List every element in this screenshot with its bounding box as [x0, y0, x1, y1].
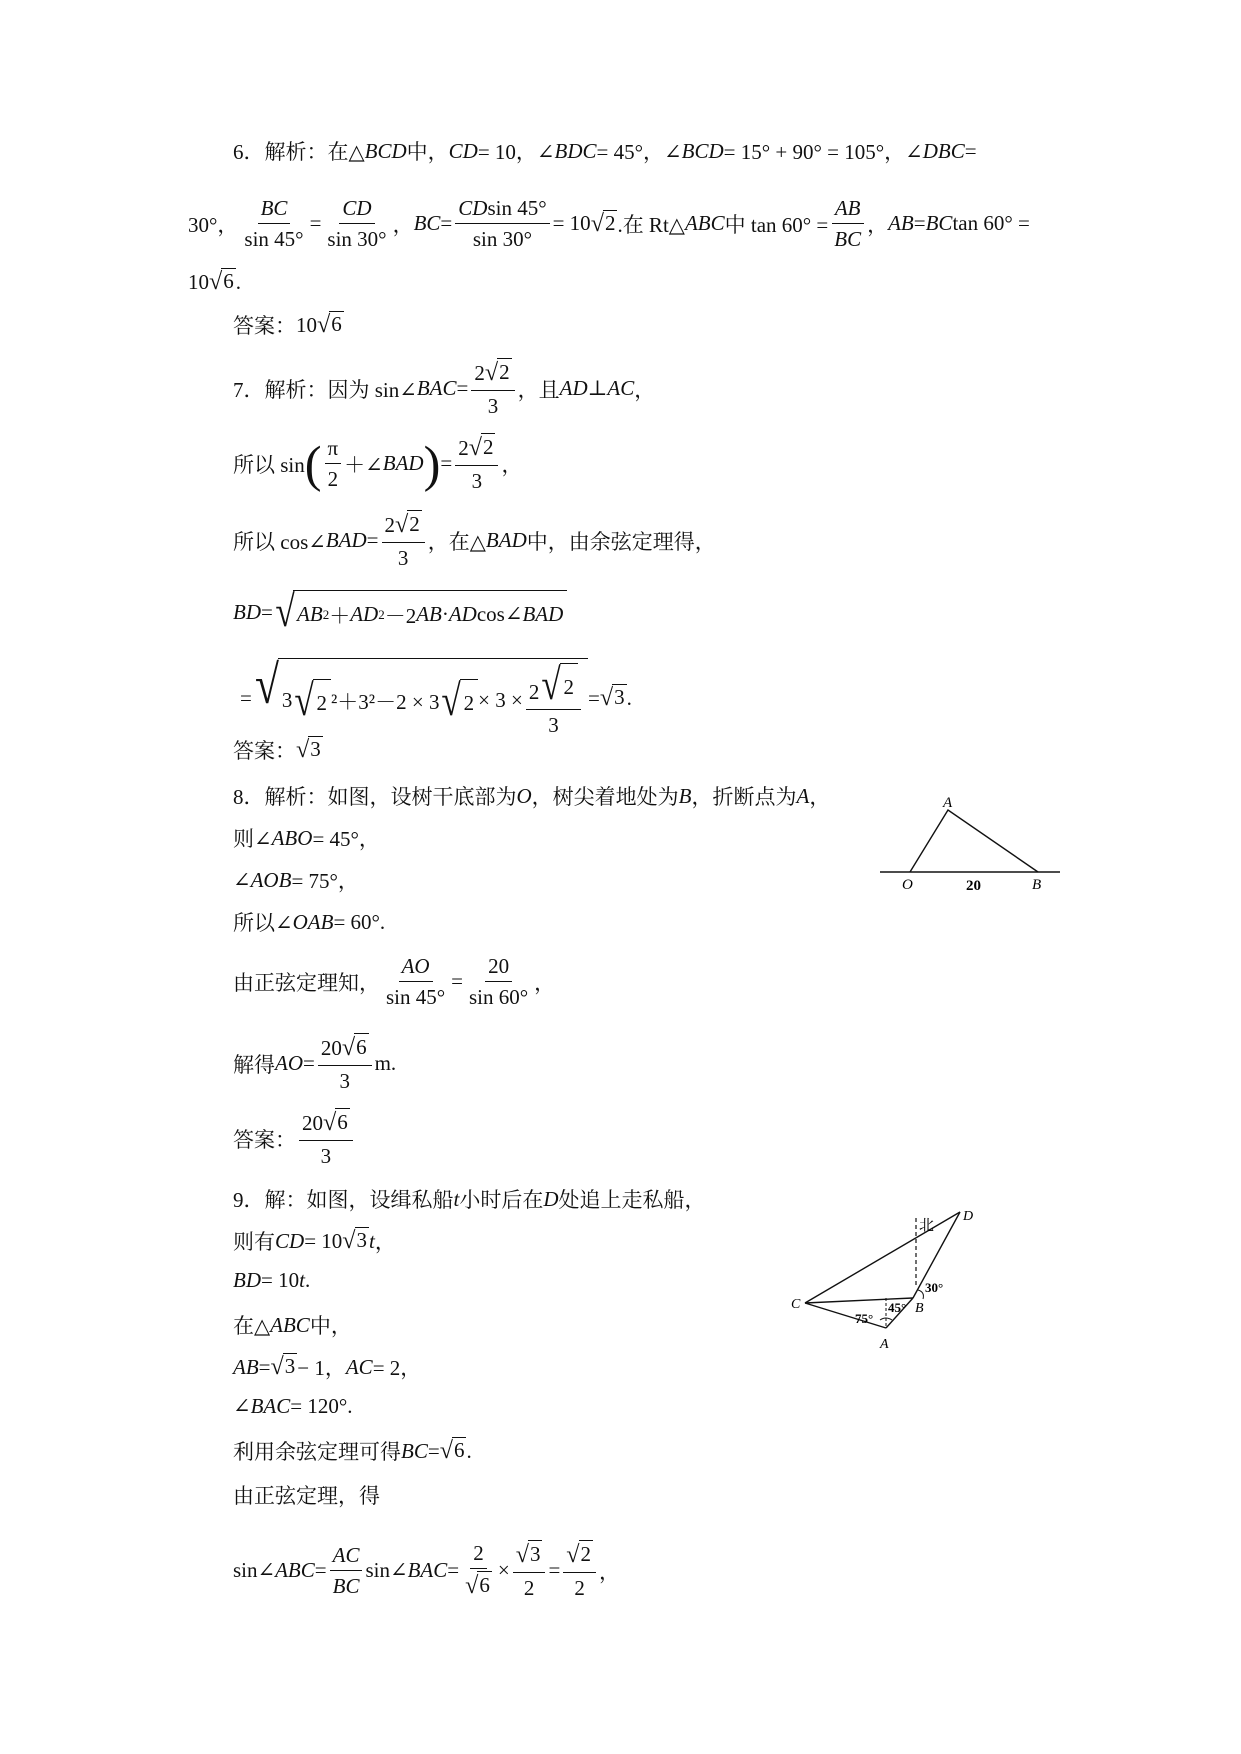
sqrt: √ 2: [590, 209, 616, 237]
sqrt: √ 2: [439, 679, 478, 723]
p7-line-2: 所以 sin ( $\frac{\pi}{2}$ ＋∠ BAD ) = 2 √ 2 3 ，: [233, 434, 523, 494]
sqrt: √ 6: [209, 268, 234, 295]
fraction: 2 √ 2 3: [471, 358, 514, 419]
fraction: 2 √ 2 3: [382, 510, 425, 571]
fraction: $\frac{CDsin 45^\circ}{\sin 30^\circ}$: [455, 195, 549, 253]
sqrt: √ 6: [342, 1033, 369, 1063]
sqrt: √ 3: [296, 736, 321, 763]
ship-chase-figure: [785, 1208, 985, 1358]
label-c: C: [791, 1297, 801, 1312]
p9-line-1: 9．解：如图，设缉私船 t 小时后在 D 处追上走私船，: [233, 1186, 706, 1212]
label-30deg: 30°: [925, 1280, 944, 1295]
p7-line-3: 所以 cos∠ BAD = 2 √ 2 3 ，在△ BAD 中，由余弦定理得，: [233, 511, 716, 571]
sqrt: √ 2: [485, 358, 512, 388]
label-o: O: [902, 877, 913, 890]
sqrt: √ 3: [270, 1353, 296, 1380]
fraction: $\frac{CD}{\sin 30^\circ}$: [327, 196, 387, 252]
label-north: 北: [919, 1218, 935, 1234]
fraction: √ 2 2: [563, 1540, 596, 1601]
p8-line-4: 所以∠ OAB = 60°.: [233, 909, 386, 935]
sqrt: √ 6: [317, 311, 342, 338]
fraction: $\frac{AO}{\sin 45^\circ}$: [386, 954, 446, 1010]
p9-line-6: ∠ BAC = 120°.: [233, 1394, 353, 1418]
p8-line-3: ∠ AOB = 75°，: [233, 867, 359, 893]
fraction: 2 √ 2 3: [526, 663, 581, 738]
sqrt: √ AB 2 ＋ AD 2 －2 AB · AD cos∠ BAD: [273, 590, 567, 634]
sqrt: √ 6: [323, 1108, 350, 1138]
label-b: B: [1032, 877, 1042, 890]
label-a: A: [880, 1337, 889, 1352]
p6-line-1: 6．解析：在△ BCD 中， CD = 10，∠ BDC = 45°，∠ BCD = 15° + 90° = 105°，∠ DBC =: [233, 138, 977, 164]
p6-line-2: 30°， $\frac{BC}{\sin 45^\circ}$ = $\frac{CD}{\sin 30^\circ}$ ， BC = $\frac{CDsin 45^\circ}{\sin 30^\circ}$ = 10 √ 2 .在 Rt△ ABC 中 tan 60° = $\frac{AB}{BC}$ ， AB = BC tan 60° =: [188, 196, 1030, 252]
p9-line-9: sin∠ ABC = $\frac{AC}{BC}$ sin∠ BAC = 2 √ 6 × √ 3 2 = √ 2 2 ，: [233, 1541, 621, 1601]
label-45deg: 45°: [888, 1300, 907, 1315]
p9-line-3: BD = 10 t .: [233, 1268, 311, 1292]
fraction: 2 √ 2 3: [455, 433, 498, 494]
p9-line-8: 由正弦定理，得: [233, 1484, 380, 1508]
p7-answer: 答案： √ 3: [233, 736, 321, 763]
fraction: 20 √ 6 3: [299, 1108, 353, 1169]
label-20: 20: [966, 878, 981, 890]
p6-answer: 答案： 10 √ 6: [233, 311, 342, 338]
fraction: $\frac{20}{\sin 60^\circ}$: [469, 954, 529, 1010]
fraction: $\frac{AC}{BC}$: [330, 1542, 363, 1600]
p7-line-1: 7．解析：因为 sin∠ BAC = 2 √ 2 3 ，且 AD ⊥ AC ，: [233, 359, 656, 419]
fraction: $\frac{\pi}{2}$: [325, 435, 342, 493]
sqrt: √ 3: [342, 1227, 368, 1254]
p8-line-2: 则∠ ABO = 45°，: [233, 825, 380, 851]
sqrt: √ 2: [539, 663, 578, 707]
p9-line-7: 利用余弦定理可得 BC = √ 6 .: [233, 1437, 472, 1464]
sqrt: √ 2: [395, 510, 422, 540]
sqrt: √ 3 √ 2 ²＋3²－2 × 3 √ 2 × 3 × 2 √ 2 3: [252, 658, 588, 738]
sqrt: √ 2: [469, 433, 496, 463]
label-d: D: [963, 1209, 974, 1224]
sqrt: √ 6: [439, 1437, 465, 1464]
tree-triangle-figure: [880, 790, 1060, 890]
label-75deg: 75°: [855, 1311, 874, 1326]
fraction: $\frac{AB}{BC}$: [831, 195, 864, 253]
fraction: √ 3 2: [513, 1540, 546, 1601]
fraction: 20 √ 6 3: [318, 1033, 372, 1094]
label-a: A: [943, 795, 953, 811]
fraction: 2 √ 6: [462, 1540, 495, 1601]
p8-answer: 答案： 20 √ 6 3: [233, 1108, 356, 1169]
angle-arc-b: [918, 1290, 923, 1299]
line-ca: [805, 1303, 886, 1328]
p9-line-2: 则有 CD = 10 √ 3 t ，: [233, 1227, 396, 1254]
p8-line-1: 8．解析：如图，设树干底部为 O ，树尖着地处为 B ，折断点为 A ，: [233, 783, 831, 809]
p9-line-5: AB = √ 3 − 1， AC = 2，: [233, 1353, 422, 1380]
p7-line-4: BD = √ AB 2 ＋ AD 2 －2 AB · AD cos∠ BAD: [233, 590, 567, 634]
triangle-oab: [910, 810, 1038, 872]
sqrt: √ 2: [566, 1540, 593, 1570]
p8-line-5: 由正弦定理知， $\frac{AO}{\sin 45^\circ}$ = $\frac{20}{\sin 60^\circ}$ ，: [233, 954, 556, 1010]
p9-line-4: 在△ ABC 中，: [233, 1312, 352, 1338]
sqrt: √ 3: [599, 684, 625, 712]
sqrt: √ 2: [292, 679, 331, 723]
p7-line-5: = √ 3 √ 2 ²＋3²－2 × 3 √ 2 × 3 × 2 √ 2 3 = √ 3 .: [240, 654, 632, 738]
sqrt: √ 3: [516, 1540, 543, 1570]
label-b: B: [915, 1301, 924, 1316]
p6-line-3: 10 √ 6 .: [188, 268, 241, 295]
fraction: $\frac{BC}{\sin 45^\circ}$: [244, 196, 304, 252]
p8-line-6: 解得 AO = 20 √ 6 3 m.: [233, 1034, 397, 1094]
sqrt: √ 6: [465, 1571, 492, 1601]
